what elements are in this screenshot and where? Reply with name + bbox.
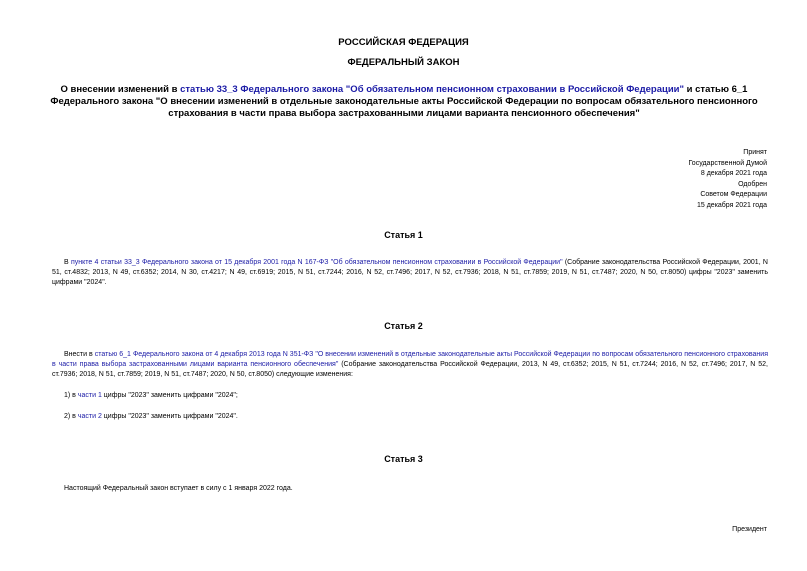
article-2-item-1 bbox=[64, 392, 238, 399]
adoption-line: Советом Федерации bbox=[700, 191, 767, 198]
adoption-line: 15 декабря 2021 года bbox=[696, 201, 767, 209]
adoption-line: Государственной Думой bbox=[688, 159, 767, 167]
adoption-line: Одобрен bbox=[738, 180, 767, 188]
title-text-end: и статью 6_1 Федерального закона "О внесении изменений в отдельные законодательные акты Российской Федерации по вопросам обязательного пенсионного страхования в части права выбора застрахованными лицами варианта пенсионного обеспечения" bbox=[50, 84, 758, 119]
item-2-text-end: цифры "2023" заменить цифрами "2024". bbox=[101, 413, 238, 420]
article-2-heading: Статья 2 bbox=[384, 321, 423, 331]
article-1-text-start: В bbox=[64, 259, 71, 266]
law-title bbox=[48, 84, 760, 120]
item-2-link[interactable]: части 2 bbox=[77, 413, 102, 420]
item-1-link[interactable]: части 1 bbox=[77, 392, 102, 399]
signature-label: Президент bbox=[732, 526, 767, 533]
article-2-text-end: (Собрание законодательства Российской Федерации, 2013, N 49, ст.6352; 2015, N 51, ст.7244; 2016, N 52, ст.7496; 2017, N 52, ст.7936; 2018, N 51, ст.7859; 2019, N 51, ст.7487; 2020, N 50, ст.8050) следующие изменения: bbox=[52, 361, 768, 379]
adoption-line: Принят bbox=[743, 149, 767, 156]
article-3-text: Настоящий Федеральный закон вступает в силу с 1 января 2022 года. bbox=[64, 485, 293, 492]
article-1-text bbox=[52, 258, 768, 289]
adoption-block bbox=[688, 148, 767, 211]
adoption-line: 8 декабря 2021 года bbox=[700, 170, 767, 177]
article-2-item-2 bbox=[64, 413, 238, 420]
item-1-text-end: цифры "2023" заменить цифрами "2024"; bbox=[101, 392, 238, 399]
article-2-link[interactable]: статью 6_1 Федерального закона от 4 декабря 2013 года N 351-ФЗ "О внесении изменений в отдельные законодательные акты Российской Федерации по вопросам обязательного пенсионного страхования в части права выбора застрахованными лицами варианта пенсионного обеспечения" bbox=[52, 351, 768, 369]
law-type-heading: ФЕДЕРАЛЬНЫЙ ЗАКОН bbox=[347, 57, 460, 68]
article-1-link[interactable]: пункте 4 статьи 33_3 Федерального закона от 15 декабря 2001 года N 167-ФЗ "Об обязательном пенсионном страховании в Российской Федерации" bbox=[70, 259, 563, 266]
title-text-start: О внесении изменений в bbox=[60, 84, 181, 95]
article-3-heading: Статья 3 bbox=[384, 454, 423, 464]
article-2-text bbox=[52, 350, 768, 381]
title-link-article-33-3[interactable]: статью 33_3 Федерального закона "Об обязательном пенсионном страховании в Российской Федерации" bbox=[180, 84, 685, 95]
item-1-text-start: 1) в bbox=[64, 392, 78, 399]
article-2-text-start: Внести в bbox=[64, 351, 95, 358]
country-heading: РОССИЙСКАЯ ФЕДЕРАЦИЯ bbox=[338, 37, 469, 48]
article-1-text-end: (Собрание законодательства Российской Федерации, 2001, N 51, ст.4832; 2013, N 49, ст.6352; 2014, N 30, ст.4217; N 49, ст.6919; 2015, N 51, ст.7244; 2016, N 52, ст.7496; 2017, N 52, ст.7936; 2018, N 51, ст.7859; 2019, N 51, ст.7487; 2020, N 50, ст.8050) цифры "2023" заменить цифрами "2024". bbox=[52, 259, 768, 287]
item-2-text-start: 2) в bbox=[64, 413, 78, 420]
article-1-heading: Статья 1 bbox=[384, 230, 423, 240]
